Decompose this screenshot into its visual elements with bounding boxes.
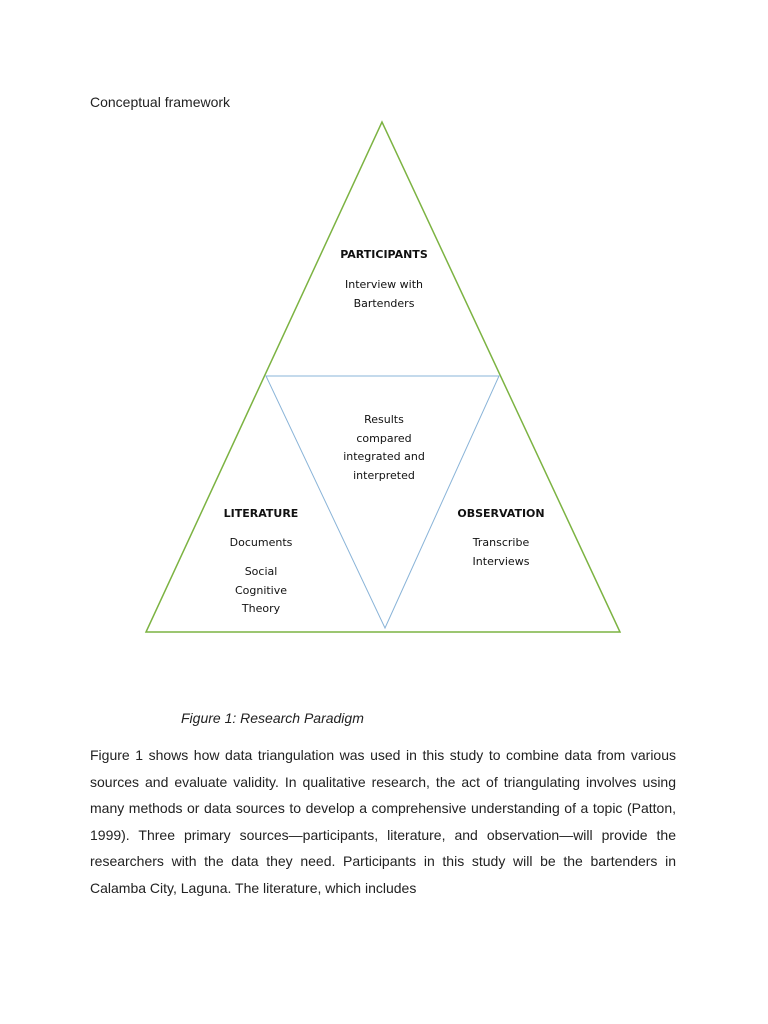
- literature-label: LITERATURE: [223, 507, 299, 520]
- center-line-4: interpreted: [353, 469, 415, 482]
- participants-label: PARTICIPANTS: [340, 248, 428, 261]
- observation-line-2: Interviews: [472, 555, 530, 568]
- observation-line-1: Transcribe: [472, 536, 530, 549]
- participants-line-2: Bartenders: [353, 297, 415, 310]
- literature-line-4: Theory: [241, 602, 281, 615]
- outer-triangle: [146, 122, 620, 632]
- literature-line-2: Social: [244, 565, 278, 578]
- section-heading: Conceptual framework: [90, 94, 231, 110]
- body-paragraph: Figure 1 shows how data triangulation was used in this study to combine data from various sources and evaluate validity. In qualitative research, the act of triangulating involves using many methods or data sources to develop a comprehensive understanding of a topic (Patton, 1999). Three primary sources—participants, literature, and observation—will provide the researchers with the data they need. Participants in this study will be the bartenders in Calamba City, Laguna. The literature, which includes: [90, 747, 676, 896]
- center-line-2: compared: [356, 432, 412, 445]
- observation-label: OBSERVATION: [457, 507, 545, 520]
- literature-line-3: Cognitive: [234, 584, 288, 597]
- center-line-1: Results: [364, 413, 404, 426]
- participants-line-1: Interview with: [345, 278, 423, 291]
- center-line-3: integrated and: [343, 450, 425, 463]
- literature-line-1: Documents: [229, 536, 293, 549]
- figure-caption: Figure 1: Research Paradigm: [181, 710, 364, 726]
